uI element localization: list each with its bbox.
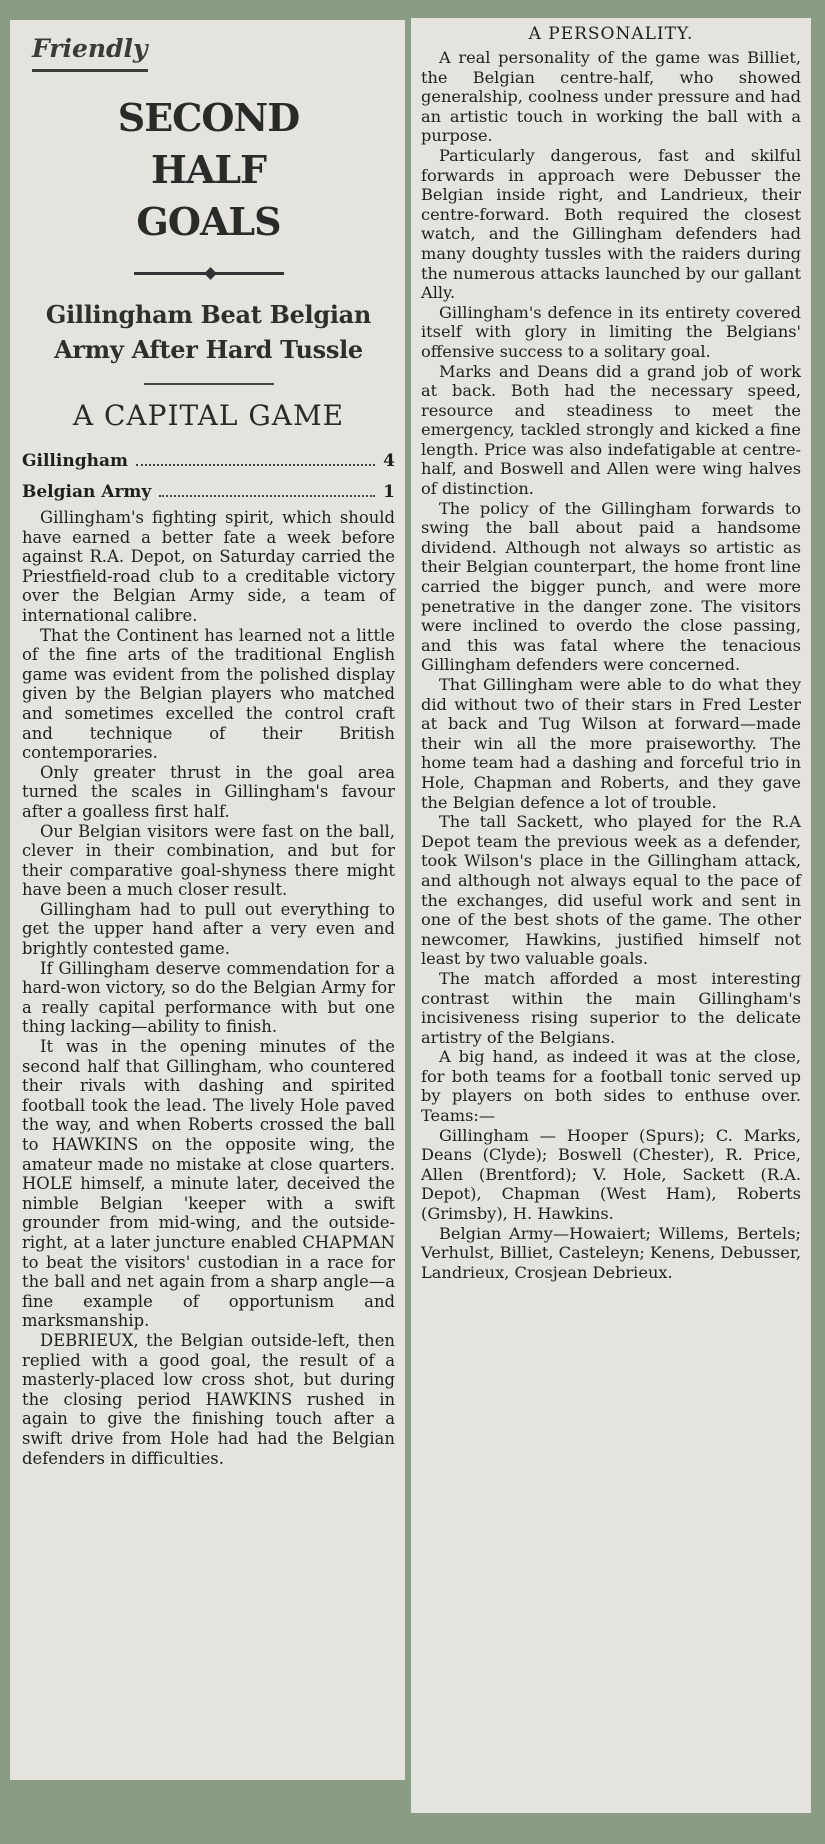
right-column — [411, 18, 811, 1813]
article-paragraph: The match afforded a most interesting contrast within the main Gillingham's incisiveness rising superior to the delicate artistry of the Belgians. — [421, 968, 801, 1047]
article-paragraph: It was in the opening minutes of the second half that Gillingham, who countered their rivals with dashing and spirited football took the lead. The lively Hole paved the way, and when Roberts crossed the ball to HAWKINS on the opposite wing, the amateur made no mistake at close quarters. HOLE himself, a minute later, deceived the nimble Belgian 'keeper with a swift grounder from mid-wing, and the outside-right, at a later juncture enabled CHAPMAN to beat the visitors' custodian in a race for the ball and net again from a sharp angle—a fine example of opportunism and marksmanship. — [22, 1037, 395, 1331]
article-paragraph: Gillingham's defence in its entirety covered itself with glory in limiting the Belgians' offensive success to a solitary goal. — [421, 302, 801, 361]
article-paragraph: That Gillingham were able to do what they did without two of their stars in Fred Lester at back and Tug Wilson at forward—made their win all the more praiseworthy. The home team had a dashing and forceful trio in Hole, Chapman and Roberts, and they gave the Belgian defence a lot of trouble. — [421, 675, 801, 812]
team-lineup-home: Gillingham — Hooper (Spurs); C. Marks, Deans (Clyde); Boswell (Chester), R. Price, Allen (Brentford); V. Hole, Sackett (R.A. Depot), Chapman (West Ham), Roberts (Grimsby), H. Hawkins. — [421, 1125, 801, 1224]
team-name: Belgian Army — [22, 482, 152, 502]
article-paragraph: Only greater thrust in the goal area turned the scales in Gillingham's favour after a goalless first half. — [22, 762, 395, 821]
article-paragraph: Marks and Deans did a grand job of work at back. Both had the necessary speed, resource and steadiness to meet the emergency, tackled strongly and kicked a fine length. Price was also indefatigable at centre-half, and Boswell and Allen were wing halves of distinction. — [421, 361, 801, 499]
article-paragraph: Gillingham's fighting spirit, which should have earned a better fate a week before against R.A. Depot, on Saturday carried the Priestfield-road club to a creditable victory over the Belgian Army side, a team of international calibre. — [22, 508, 395, 625]
article-paragraph: A big hand, as indeed it was at the close, for both teams for a football tonic served up by players on both sides to enthuse over. Teams:— — [421, 1047, 801, 1126]
team-lineup-away: Belgian Army—Howaiert; Willems, Bertels; Verhulst, Billiet, Casteleyn; Kenens, Debusser, Landrieux, Crosjean Debrieux. — [421, 1223, 801, 1282]
team-goals: 4 — [383, 451, 395, 471]
team-name: Gillingham — [22, 451, 128, 471]
headline: SECOND HALF GOALS — [117, 95, 300, 244]
team-goals: 1 — [383, 482, 395, 502]
left-column — [10, 20, 405, 1780]
article-paragraph: A real personality of the game was Billiet, the Belgian centre-half, who showed generalship, coolness under pressure and had an artistic touch in working the ball with a purpose. — [421, 48, 801, 146]
leader-dots — [159, 481, 375, 497]
article-paragraph: Particularly dangerous, fast and skilful forwards in approach were Debusser the Belgian inside right, and Landrieux, their centre-forward. Both required the closest watch, and the Gillingham defenders had many doughty tussles with the raiders during the numerous attacks launched by our gallant Ally. — [421, 145, 801, 303]
section-heading: A PERSONALITY. — [528, 24, 694, 44]
kicker-label: Friendly — [32, 34, 148, 72]
article-paragraph: The tall Sackett, who played for the R.A Depot team the previous week as a defender, took Wilson's place in the Gillingham attack, and although not always equal to the pace of the exchanges, did useful work and sent in one of the best shots of the game. The other newcomer, Hawkins, justified himself not least by two valuable goals. — [421, 812, 801, 969]
subheadline: A CAPITAL GAME — [72, 399, 345, 432]
article-paragraph: The policy of the Gillingham forwards to swing the ball about paid a handsome dividend. Although not always so artistic as their Belgian counterpart, the home front line carried the bigger punch, and were more penetrative in the danger zone. The visitors were inclined to overdo the close passing, and this was fatal where the tenacious Gillingham defenders were concerned. — [421, 498, 801, 675]
article-paragraph: Gillingham had to pull out everything to get the upper hand after a very even and brightly contested game. — [22, 899, 395, 959]
headline-rule — [134, 272, 284, 275]
article-paragraph: If Gillingham deserve commendation for a hard-won victory, so do the Belgian Army for a really capital performance with but one thing lacking—ability to finish. — [22, 958, 395, 1037]
deck-subtitle: Gillingham Beat Belgian Army After Hard Tussle — [45, 300, 372, 364]
article-paragraph: That the Continent has learned not a little of the fine arts of the traditional English game was evident from the polished display given by the Belgian players who matched and sometimes excelled the control craft and technique of their British contemporaries. — [22, 625, 395, 763]
deck-rule — [144, 383, 274, 385]
article-paragraph: Our Belgian visitors were fast on the ball, clever in their combination, and but for their comparative goal-shyness there might have been a much closer result. — [22, 821, 395, 900]
score-line-home — [22, 446, 395, 477]
leader-dots — [136, 450, 375, 466]
score-line-away — [22, 477, 395, 508]
article-paragraph: DEBRIEUX, the Belgian outside-left, then replied with a good goal, the result of a masterly-placed low cross shot, but during the closing period HAWKINS rushed in again to give the finishing touch after a swift drive from Hole had had the Belgian defenders in difficulties. — [22, 1330, 395, 1468]
